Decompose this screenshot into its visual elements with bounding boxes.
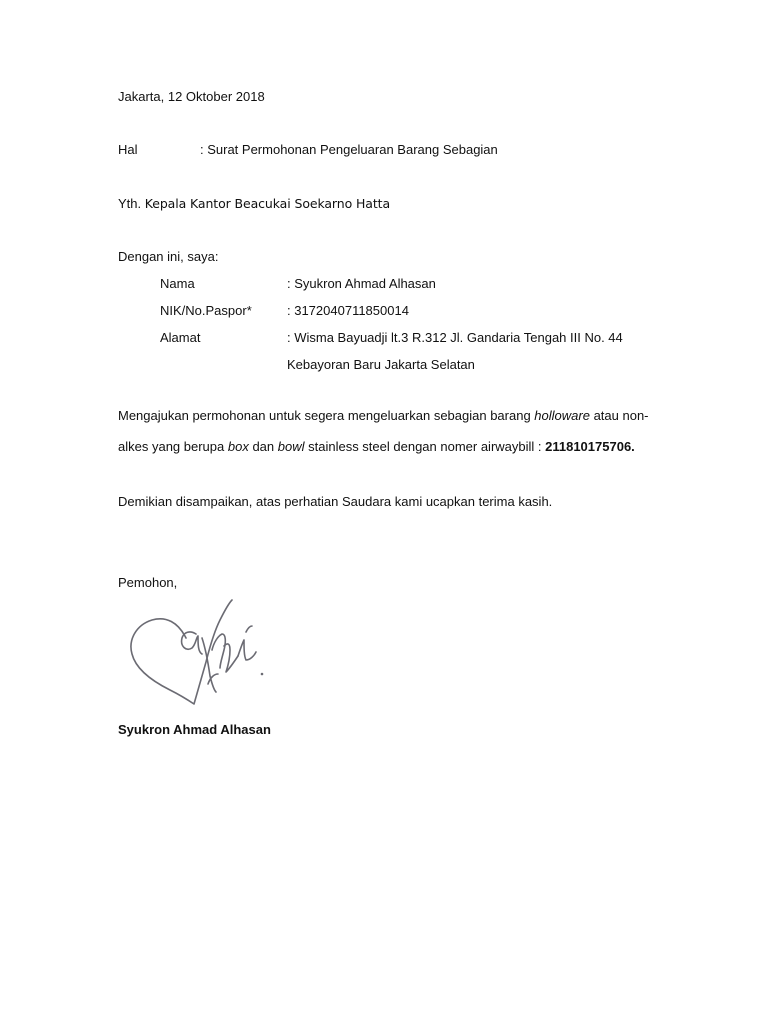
body-text: atau non- bbox=[589, 408, 649, 423]
signature-image bbox=[126, 598, 276, 710]
recipient-line bbox=[118, 196, 390, 212]
field-label-nama: Nama bbox=[160, 276, 195, 291]
field-value-nik: : 3172040711850014 bbox=[287, 303, 409, 318]
letter-date: Jakarta, 12 Oktober 2018 bbox=[118, 89, 265, 104]
signer-name: Syukron Ahmad Alhasan bbox=[118, 722, 271, 737]
field-value-alamat: : Wisma Bayuadji lt.3 R.312 Jl. Gandaria Tengah III No. 44 bbox=[287, 330, 623, 345]
airwaybill-number: 211810175706. bbox=[545, 439, 635, 454]
body-text: stainless steel dengan nomer airwaybill : bbox=[304, 439, 546, 454]
body-paragraph-line-1 bbox=[118, 408, 649, 424]
body-text: Mengajukan permohonan untuk segera mengeluarkan sebagian barang bbox=[118, 408, 535, 423]
field-label-nik: NIK/No.Paspor* bbox=[160, 303, 252, 318]
body-text: alkes yang berupa bbox=[118, 439, 228, 454]
field-value-alamat-continuation: Kebayoran Baru Jakarta Selatan bbox=[287, 357, 475, 372]
applicant-label: Pemohon, bbox=[118, 575, 178, 590]
body-text: dan bbox=[248, 439, 278, 454]
recipient-prefix: Yth. bbox=[118, 196, 142, 211]
closing-text: Demikian disampaikan, atas perhatian Saudara kami ucapkan terima kasih. bbox=[118, 494, 553, 509]
body-paragraph-line-2 bbox=[118, 439, 635, 455]
recipient-name: Kepala Kantor Beacukai Soekarno Hatta bbox=[144, 196, 391, 211]
field-value-nama: : Syukron Ahmad Alhasan bbox=[287, 276, 436, 291]
body-emphasis: holloware bbox=[534, 408, 590, 423]
subject-value: : Surat Permohonan Pengeluaran Barang Sebagian bbox=[200, 142, 498, 157]
body-emphasis: bowl bbox=[277, 439, 305, 454]
intro-text: Dengan ini, saya: bbox=[118, 249, 219, 264]
subject-label: Hal bbox=[118, 142, 138, 157]
body-emphasis: box bbox=[227, 439, 249, 454]
field-label-alamat: Alamat bbox=[160, 330, 201, 345]
